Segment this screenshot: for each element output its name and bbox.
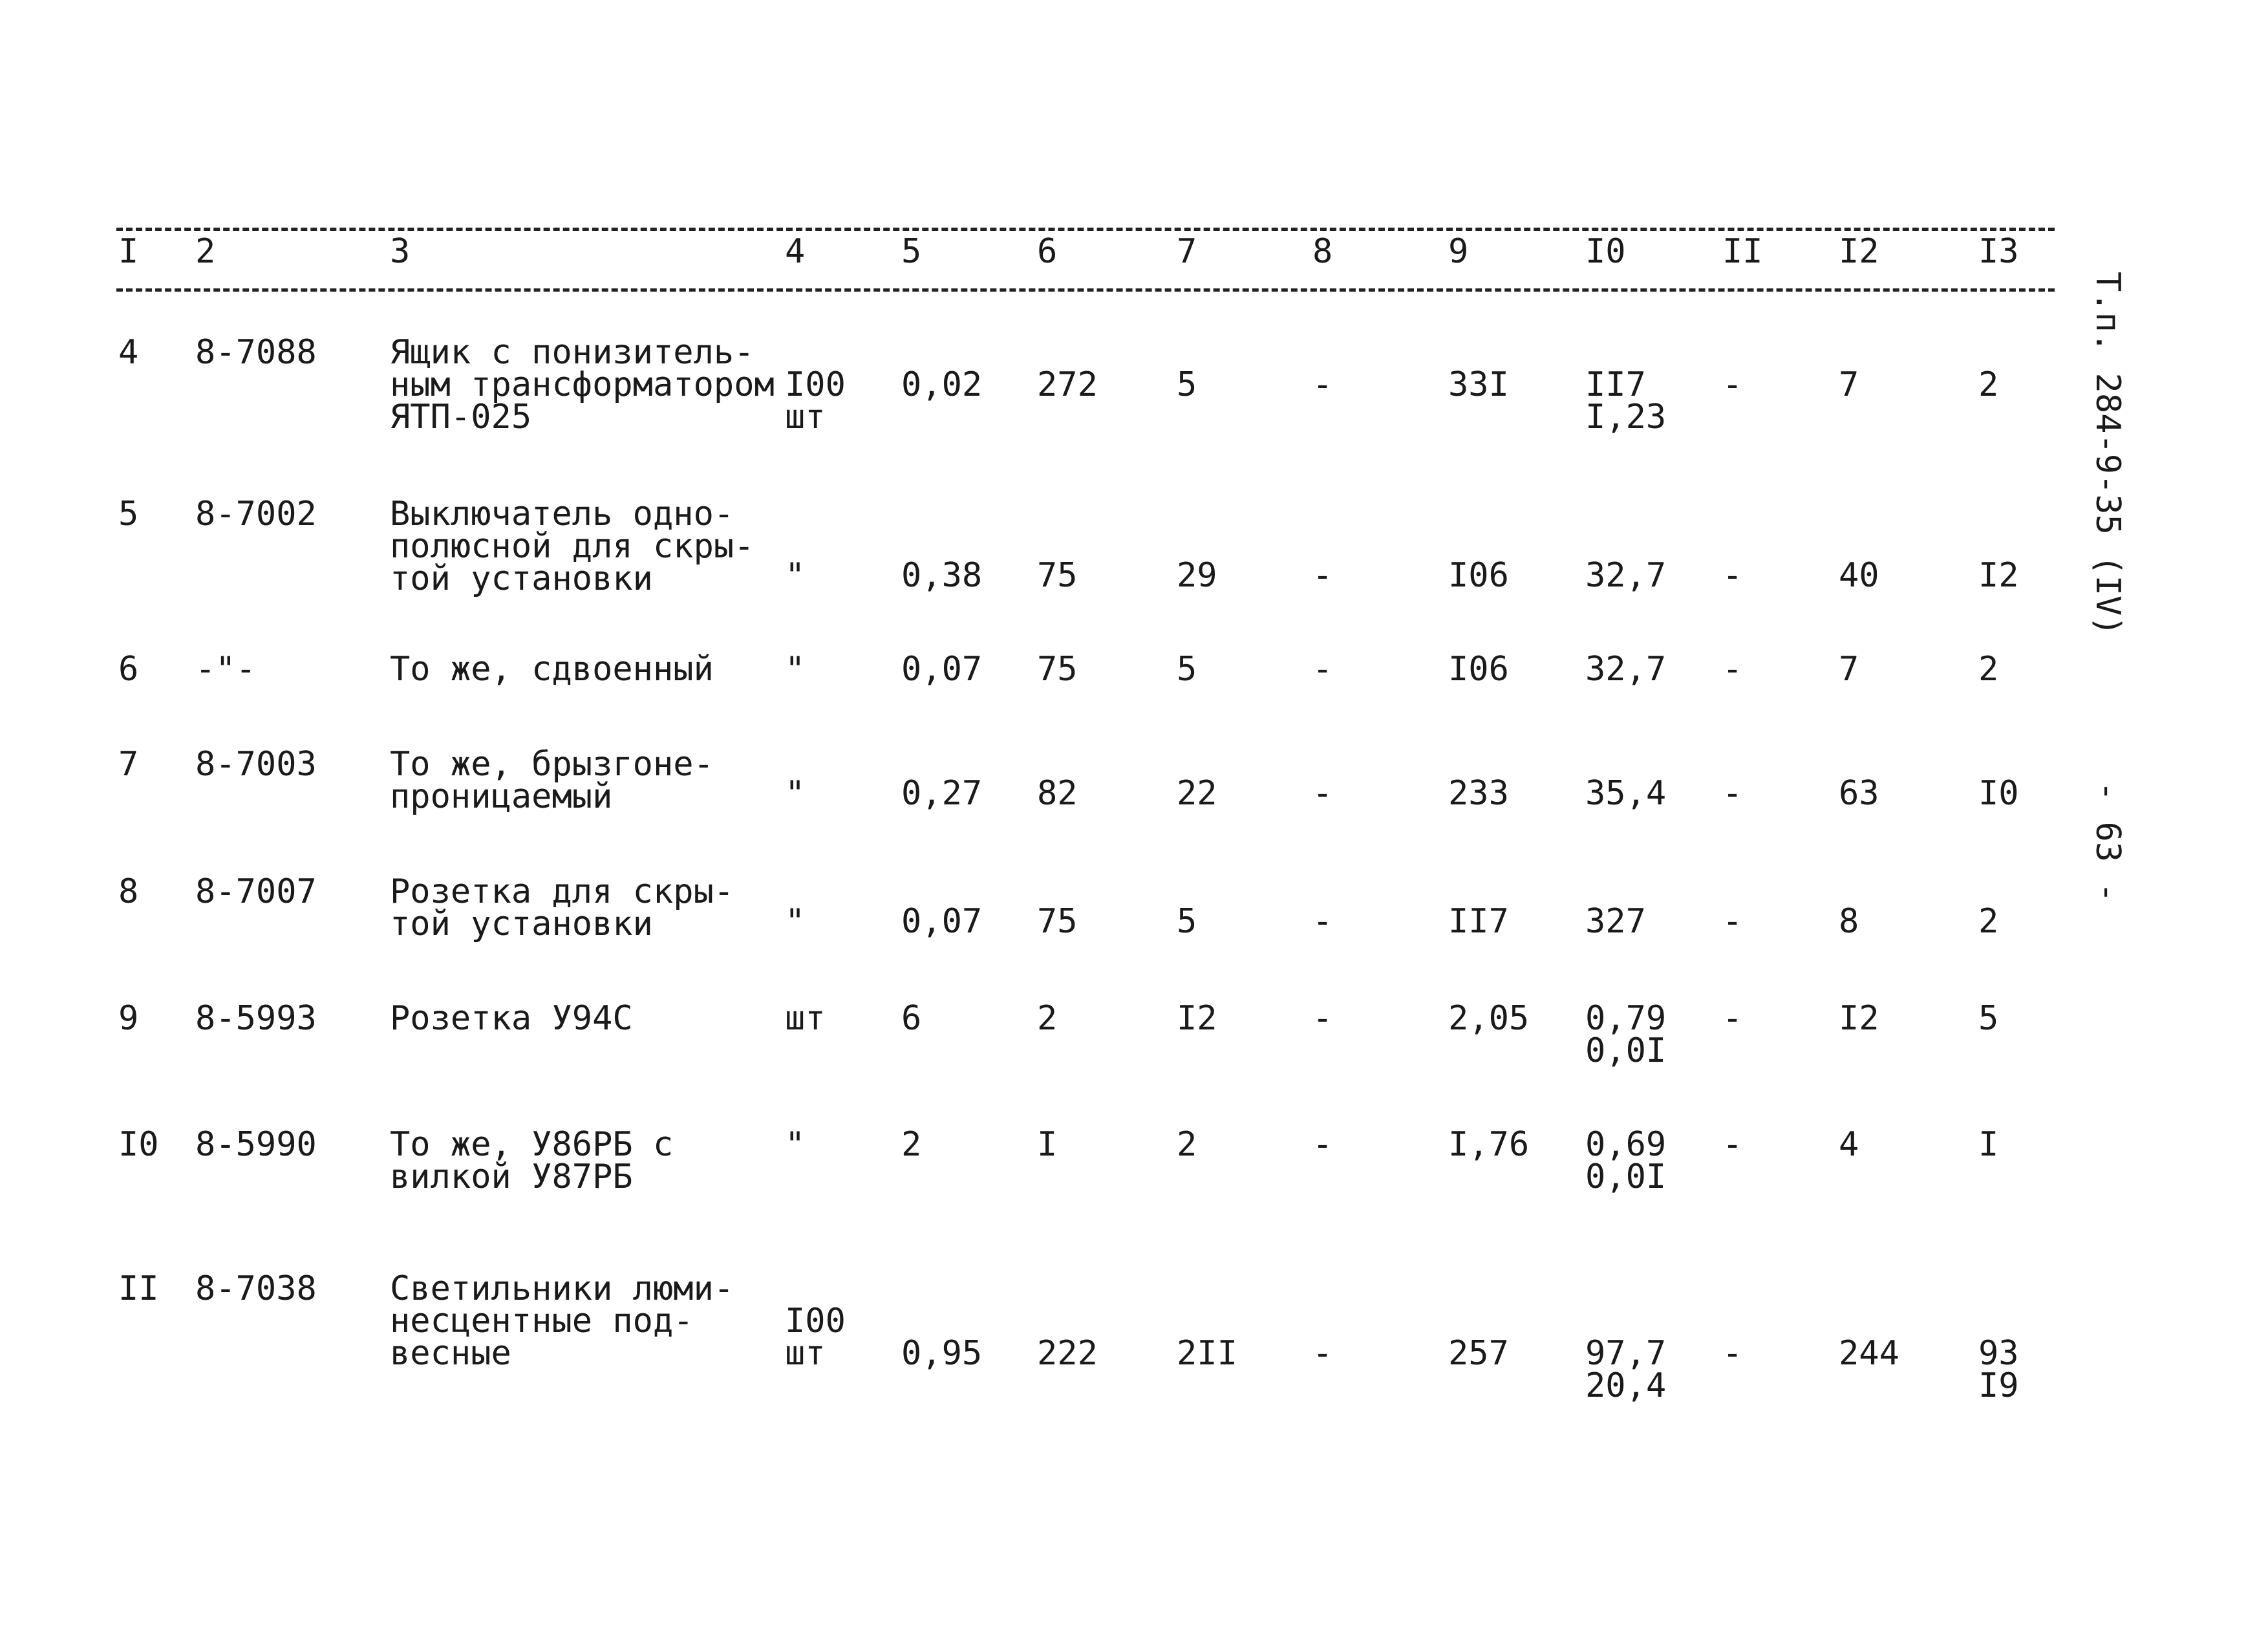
header-col-11: II	[1722, 232, 1763, 271]
header-col-4: 4	[785, 232, 806, 271]
col-6-value: 75	[1037, 902, 1078, 941]
unit: "	[785, 556, 806, 595]
col-9-value: 33I	[1448, 365, 1509, 404]
unit: I00 шт	[785, 1302, 846, 1373]
item-description: Розетка для скры- той установки	[390, 872, 734, 943]
unit: "	[785, 774, 806, 813]
unit: "	[785, 650, 806, 689]
item-description: Светильники люми- несцентные под- весные	[390, 1269, 734, 1373]
header-col-12: I2	[1839, 232, 1879, 271]
col-8-value: -	[1312, 774, 1333, 813]
unit: шт	[785, 999, 826, 1038]
col-7-value: 2II	[1177, 1334, 1237, 1373]
col-5-value: 0,38	[901, 556, 983, 595]
price-code: 8-7038	[195, 1269, 317, 1308]
col-5-value: 6	[901, 999, 922, 1038]
col-7-value: 5	[1177, 902, 1197, 941]
col-11-value: -	[1722, 365, 1743, 404]
item-description: То же, брызгоне- проницаемый	[390, 745, 714, 816]
col-5-value: 0,95	[901, 1334, 983, 1373]
col-9-value: I,76	[1448, 1125, 1530, 1164]
col-8-value: -	[1312, 1125, 1333, 1164]
col-13-value: 5	[1978, 999, 1999, 1038]
price-code: 8-7002	[195, 495, 317, 533]
col-5-value: 0,07	[901, 650, 983, 689]
row-number: 9	[118, 999, 139, 1038]
col-7-value: 5	[1177, 365, 1197, 404]
price-code: 8-7007	[195, 872, 317, 911]
col-10-value: 35,4	[1585, 774, 1667, 813]
col-5-value: 0,27	[901, 774, 983, 813]
header-col-2: 2	[195, 232, 216, 271]
header-bottom-rule	[116, 288, 2055, 292]
col-6-value: I	[1037, 1125, 1058, 1164]
col-13-value: 2	[1978, 902, 1999, 941]
col-7-value: 2	[1177, 1125, 1197, 1164]
col-9-value: 2,05	[1448, 999, 1530, 1038]
col-6-value: 82	[1037, 774, 1078, 813]
header-col-8: 8	[1312, 232, 1333, 271]
col-10-value: 0,69 0,0I	[1585, 1125, 1667, 1196]
col-7-value: 29	[1177, 556, 1217, 595]
header-col-6: 6	[1037, 232, 1058, 271]
col-6-value: 2	[1037, 999, 1058, 1038]
unit: "	[785, 1125, 806, 1164]
col-9-value: I06	[1448, 650, 1509, 689]
col-11-value: -	[1722, 650, 1743, 689]
col-8-value: -	[1312, 902, 1333, 941]
col-10-value: 327	[1585, 902, 1646, 941]
row-number: I0	[118, 1125, 159, 1164]
document-code-label: Т.п. 284-9-35 (IV)	[2088, 272, 2127, 636]
col-5-value: 0,07	[901, 902, 983, 941]
col-11-value: -	[1722, 774, 1743, 813]
col-12-value: 8	[1839, 902, 1859, 941]
header-col-7: 7	[1177, 232, 1197, 271]
col-6-value: 75	[1037, 650, 1078, 689]
col-7-value: 22	[1177, 774, 1217, 813]
col-12-value: 244	[1839, 1334, 1899, 1373]
col-13-value: 2	[1978, 365, 1999, 404]
col-13-value: I	[1978, 1125, 1999, 1164]
col-11-value: -	[1722, 1125, 1743, 1164]
header-col-13: I3	[1978, 232, 2019, 271]
item-description: Выключатель одно- полюсной для скры- той установки	[390, 495, 754, 598]
col-8-value: -	[1312, 365, 1333, 404]
row-number: 6	[118, 650, 139, 689]
header-col-9: 9	[1448, 232, 1469, 271]
price-code: 8-7088	[195, 333, 317, 372]
col-12-value: 4	[1839, 1125, 1859, 1164]
col-9-value: 233	[1448, 774, 1509, 813]
col-12-value: 7	[1839, 650, 1859, 689]
col-11-value: -	[1722, 556, 1743, 595]
header-top-rule	[116, 228, 2055, 231]
col-9-value: 257	[1448, 1334, 1509, 1373]
col-13-value: I0	[1978, 774, 2019, 813]
col-13-value: 93 I9	[1978, 1334, 2019, 1405]
unit: "	[785, 902, 806, 941]
header-col-3: 3	[390, 232, 411, 271]
col-11-value: -	[1722, 1334, 1743, 1373]
col-6-value: 75	[1037, 556, 1078, 595]
col-10-value: 32,7	[1585, 650, 1667, 689]
col-12-value: 63	[1839, 774, 1879, 813]
price-code: 8-7003	[195, 745, 317, 784]
col-10-value: 0,79 0,0I	[1585, 999, 1667, 1070]
col-12-value: I2	[1839, 999, 1879, 1038]
col-7-value: 5	[1177, 650, 1197, 689]
header-col-5: 5	[901, 232, 922, 271]
price-code: 8-5990	[195, 1125, 317, 1164]
col-12-value: 40	[1839, 556, 1879, 595]
row-number: 5	[118, 495, 139, 533]
col-10-value: 32,7	[1585, 556, 1667, 595]
col-13-value: I2	[1978, 556, 2019, 595]
page-number: - 63 -	[2088, 781, 2127, 903]
col-10-value: II7 I,23	[1585, 365, 1667, 436]
item-description: То же, сдвоенный	[390, 650, 714, 689]
col-8-value: -	[1312, 650, 1333, 689]
item-description: То же, У86РБ с вилкой У87РБ	[390, 1125, 674, 1196]
col-6-value: 222	[1037, 1334, 1098, 1373]
col-11-value: -	[1722, 999, 1743, 1038]
col-5-value: 2	[901, 1125, 922, 1164]
row-number: 7	[118, 745, 139, 784]
col-10-value: 97,7 20,4	[1585, 1334, 1667, 1405]
col-11-value: -	[1722, 902, 1743, 941]
col-12-value: 7	[1839, 365, 1859, 404]
col-8-value: -	[1312, 999, 1333, 1038]
item-description: Розетка У94С	[390, 999, 633, 1038]
row-number: II	[118, 1269, 159, 1308]
header-col-1: I	[118, 232, 139, 271]
col-6-value: 272	[1037, 365, 1098, 404]
col-9-value: II7	[1448, 902, 1509, 941]
col-5-value: 0,02	[901, 365, 983, 404]
price-code: 8-5993	[195, 999, 317, 1038]
row-number: 4	[118, 333, 139, 372]
col-8-value: -	[1312, 556, 1333, 595]
item-description: Ящик с понизитель- ным трансформатором ЯТП-025	[390, 333, 775, 436]
col-8-value: -	[1312, 1334, 1333, 1373]
header-col-10: I0	[1585, 232, 1626, 271]
price-code: -"-	[195, 650, 256, 689]
unit: I00 шт	[785, 365, 846, 436]
row-number: 8	[118, 872, 139, 911]
col-9-value: I06	[1448, 556, 1509, 595]
col-13-value: 2	[1978, 650, 1999, 689]
col-7-value: I2	[1177, 999, 1217, 1038]
